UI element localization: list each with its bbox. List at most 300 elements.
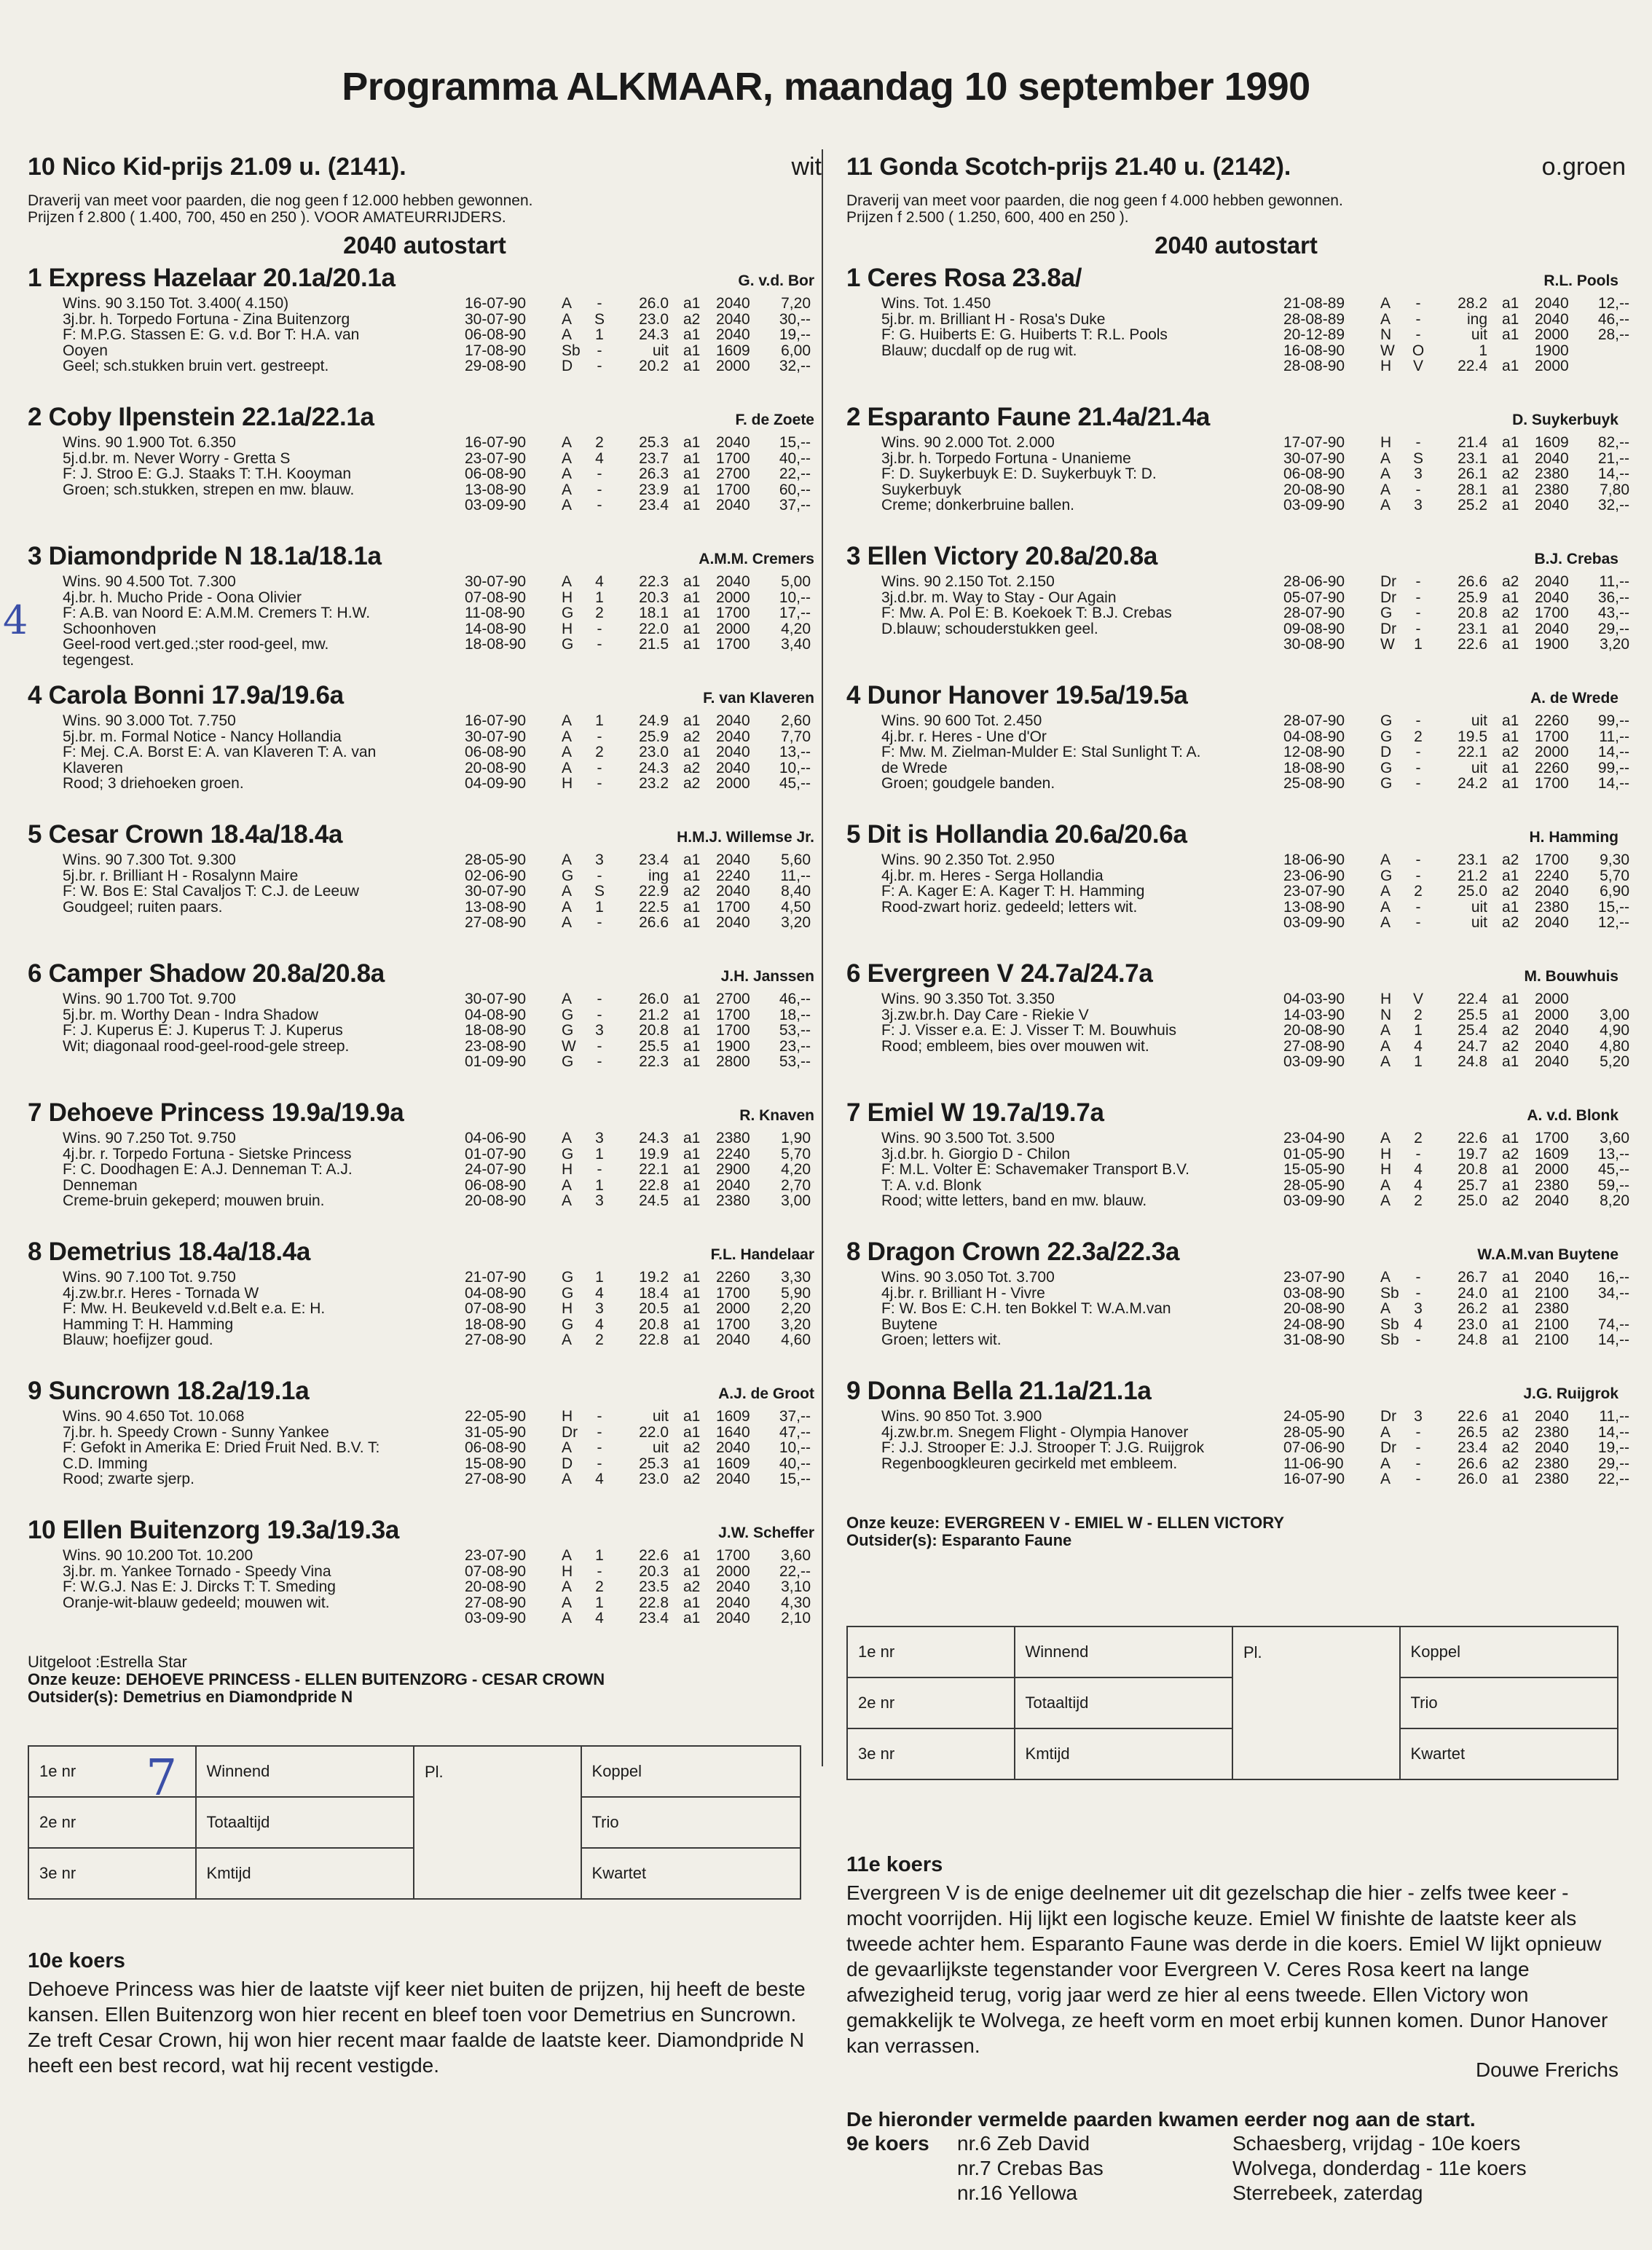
info-line: Groen; letters wit.: [881, 1331, 1002, 1348]
result-time: 20.3: [639, 589, 669, 606]
result-time: 24.8: [1458, 1331, 1487, 1348]
info-line: Rood; 3 driehoeken groen.: [63, 775, 244, 792]
result-place: -: [597, 636, 602, 653]
horse-info: [63, 1548, 481, 1610]
grid-cell: Totaaltijd: [1015, 1677, 1232, 1728]
result-distance: 1700: [716, 1284, 750, 1302]
result-row: [1283, 312, 1633, 328]
result-place: -: [1415, 1145, 1421, 1163]
result-place: -: [1415, 1439, 1421, 1456]
horse-details: [28, 1409, 822, 1487]
result-prize: 13,--: [1597, 1145, 1629, 1163]
result-track: Sb: [562, 342, 581, 359]
result-place: -: [597, 295, 602, 312]
result-place: -: [597, 759, 602, 776]
result-date: 11-08-90: [465, 605, 525, 621]
race-start-type: 2040 autostart: [1155, 232, 1318, 259]
result-place: V: [1412, 358, 1423, 374]
result-distance: 2000: [1535, 326, 1569, 343]
horse-details: [28, 1130, 822, 1209]
info-line: F: W. Bos E: C.H. ten Bokkel T: W.A.M.van: [881, 1300, 1171, 1317]
result-place: V: [1412, 991, 1423, 1007]
horse-details: [846, 991, 1629, 1070]
result-track: Dr: [1380, 573, 1397, 590]
result-distance: 1609: [716, 1455, 750, 1472]
info-line: Creme-bruin gekeperd; mouwen bruin.: [63, 1192, 325, 1209]
result-time: 26.0: [639, 991, 669, 1007]
horse-trainer: H. Hamming: [1529, 829, 1618, 846]
result-date: 20-08-90: [465, 1578, 527, 1595]
result-date: 12-08-90: [1283, 744, 1345, 760]
info-line: Buytene: [881, 1315, 938, 1333]
result-prize: 19,--: [779, 326, 811, 343]
result-time: 26.6: [639, 914, 669, 931]
info-line: 5j.br. m. Formal Notice - Nancy Hollandia: [63, 728, 342, 745]
result-time: 26.6: [1458, 1455, 1487, 1472]
horse-entry: [28, 1098, 822, 1238]
result-row: [465, 296, 814, 312]
grid-cell: [1232, 1677, 1400, 1728]
result-distance: 2240: [1535, 867, 1569, 884]
result-time: 22.6: [1458, 1130, 1487, 1146]
result-place: 3: [1414, 465, 1423, 482]
result-row: [465, 343, 814, 359]
result-start: a1: [683, 573, 701, 590]
earlier-row: [846, 2156, 1618, 2181]
result-time: 18.1: [639, 605, 669, 621]
result-time: 24.3: [639, 326, 669, 343]
result-date: 14-03-90: [1283, 1006, 1345, 1023]
result-start: a1: [683, 851, 701, 868]
result-time: 26.0: [1458, 1471, 1487, 1487]
result-distance: 2100: [1535, 1315, 1569, 1333]
result-distance: 2040: [1535, 310, 1569, 328]
result-track: A: [1380, 851, 1391, 868]
info-line: F: Mej. C.A. Borst E: A. van Klaveren T: A. van: [63, 744, 377, 760]
result-prize: 23,--: [779, 1037, 811, 1055]
race-conditions: Draverij van meet voor paarden, die nog geen f 12.000 hebben gewonnen.: [28, 192, 533, 209]
result-prize: 28,--: [1597, 326, 1629, 343]
result-track: A: [562, 573, 573, 590]
result-date: 28-05-90: [465, 851, 527, 868]
horse-details: [846, 573, 1629, 653]
info-line: T: A. v.d. Blonk: [881, 1176, 982, 1194]
horse-header: [846, 264, 1626, 296]
horse-header: [846, 542, 1626, 574]
race-header: [846, 153, 1626, 185]
info-line: F: W. Bos E: Stal Cavaljos T: C.J. de Leeuw: [63, 883, 359, 900]
result-row: [465, 482, 814, 498]
result-time: 22.6: [1458, 1408, 1487, 1425]
page-title: Programma ALKMAAR, maandag 10 september 1990: [342, 65, 1310, 109]
our-choice: Onze keuze: EVERGREEN V - EMIEL W - ELLEN VICTORY: [846, 1514, 1285, 1532]
horse-header: [28, 681, 822, 713]
result-date: 28-07-90: [1283, 712, 1345, 729]
result-start: a1: [1502, 759, 1519, 776]
result-start: a1: [683, 1423, 701, 1441]
result-place: -: [1415, 1269, 1421, 1286]
info-line: 5j.d.br. m. Never Worry - Gretta S: [63, 449, 291, 467]
result-place: -: [597, 481, 602, 498]
result-time: 25.5: [1458, 1006, 1487, 1023]
result-start: a1: [683, 1408, 701, 1425]
outsiders: Outsider(s): Demetrius en Diamondpride N: [28, 1688, 353, 1706]
our-choice: Onze keuze: DEHOEVE PRINCESS - ELLEN BUITENZORG - CESAR CROWN: [28, 1670, 605, 1688]
info-line: Groen; sch.stukken, strepen en mw. blauw.: [63, 481, 355, 498]
result-start: a1: [1502, 1284, 1519, 1302]
result-track: A: [1380, 1053, 1391, 1070]
result-prize: 37,--: [779, 497, 811, 514]
result-track: A: [1380, 1037, 1391, 1055]
result-start: a1: [683, 1594, 701, 1611]
result-distance: 2000: [1535, 1161, 1569, 1178]
earlier-where: Wolvega, donderdag - 11e koers: [1232, 2157, 1527, 2179]
result-track: H: [1380, 358, 1392, 374]
result-place: -: [1415, 434, 1421, 451]
result-time: 18.4: [639, 1284, 669, 1302]
result-start: a2: [1502, 744, 1519, 760]
result-track: W: [1380, 636, 1395, 653]
horse-trainer: A. v.d. Blonk: [1527, 1107, 1618, 1124]
horse-trainer: H.M.J. Willemse Jr.: [677, 829, 814, 846]
result-row: [465, 1317, 814, 1333]
info-line: F: A. Kager E: A. Kager T: H. Hamming: [881, 883, 1145, 900]
result-track: A: [562, 449, 573, 467]
result-time: 23.0: [639, 310, 669, 328]
result-prize: 2,10: [781, 1610, 811, 1626]
result-row: [465, 1595, 814, 1611]
result-start: a1: [683, 1610, 701, 1626]
earlier-race: 9e koers: [846, 2132, 929, 2155]
horse-name: 6 Camper Shadow 20.8a/20.8a: [28, 959, 385, 988]
result-row: [465, 1471, 814, 1487]
grid-cell: Kwartet: [1400, 1728, 1618, 1779]
grid-cell: 2e nr: [847, 1677, 1015, 1728]
result-row: [465, 776, 814, 792]
result-track: G: [562, 1022, 574, 1039]
result-time: 21.2: [639, 1006, 669, 1023]
result-distance: 1700: [716, 898, 750, 916]
result-time: ing: [648, 867, 669, 884]
result-date: 23-07-90: [465, 1547, 527, 1564]
result-time: 23.7: [639, 449, 669, 467]
result-time: 28.2: [1458, 295, 1487, 312]
result-track: Sb: [1380, 1284, 1399, 1302]
info-line: Wins. 90 7.100 Tot. 9.750: [63, 1269, 236, 1286]
race-header: [28, 153, 822, 185]
result-date: 06-08-90: [1283, 465, 1345, 482]
result-row: [465, 900, 814, 916]
result-distance: 1700: [716, 1315, 750, 1333]
grid-cell: Totaaltijd: [196, 1797, 414, 1848]
result-time: 20.8: [1458, 605, 1487, 621]
result-distance: 2040: [1535, 1192, 1569, 1209]
result-place: 3: [595, 1022, 604, 1039]
result-start: a1: [683, 605, 701, 621]
horse-header: [28, 820, 822, 852]
horse-details: [28, 296, 822, 374]
horse-info: [63, 991, 481, 1054]
horse-name: 4 Dunor Hanover 19.5a/19.5a: [846, 681, 1188, 709]
result-track: A: [1380, 449, 1391, 467]
result-time: 19.5: [1458, 728, 1487, 745]
recent-results: [465, 1270, 814, 1348]
result-place: -: [597, 497, 602, 514]
result-prize: 3,60: [781, 1547, 811, 1564]
result-date: 18-08-90: [465, 1022, 527, 1039]
result-distance: 2000: [716, 358, 750, 374]
horse-entry: [28, 681, 822, 820]
result-place: 1: [595, 1269, 604, 1286]
result-date: 02-06-90: [465, 867, 527, 884]
result-place: 3: [1414, 1300, 1423, 1317]
result-row: [1283, 1301, 1633, 1317]
result-track: A: [562, 1192, 573, 1209]
horse-details: [846, 434, 1629, 514]
result-distance: 2100: [1535, 1331, 1569, 1348]
result-distance: 1700: [716, 1006, 750, 1023]
result-track: A: [562, 434, 573, 451]
result-start: a1: [1502, 481, 1519, 498]
result-start: a2: [1502, 914, 1519, 931]
info-line: 5j.br. m. Brilliant H - Rosa's Duke: [881, 310, 1106, 328]
result-distance: 2040: [1535, 589, 1569, 606]
result-date: 01-07-90: [465, 1145, 527, 1163]
result-track: G: [1380, 728, 1393, 745]
horse-info: [63, 435, 481, 497]
result-date: 24-07-90: [465, 1161, 527, 1178]
result-row: [465, 1193, 814, 1209]
result-distance: 2040: [716, 326, 750, 343]
result-time: 23.2: [639, 775, 669, 792]
horse-trainer: J.H. Janssen: [720, 968, 814, 985]
result-prize: 7,70: [781, 728, 811, 745]
info-line: F: C. Doodhagen E: A.J. Denneman T: A.J.: [63, 1161, 353, 1178]
horse-header: [846, 820, 1626, 852]
result-start: a1: [683, 1130, 701, 1146]
result-track: N: [1380, 1006, 1392, 1023]
result-start: a2: [683, 1439, 701, 1456]
result-time: 22.8: [639, 1594, 669, 1611]
result-place: -: [597, 914, 602, 931]
result-start: a1: [1502, 620, 1519, 637]
result-distance: 2040: [716, 1610, 750, 1626]
result-prize: 5,70: [781, 1145, 811, 1163]
result-time: 26.3: [639, 465, 669, 482]
result-track: A: [1380, 883, 1391, 900]
result-date: 28-05-90: [1283, 1423, 1345, 1441]
result-distance: 1700: [716, 1022, 750, 1039]
horse-entry: [846, 264, 1629, 403]
result-distance: 2000: [1535, 991, 1569, 1007]
result-time: 24.8: [1458, 1053, 1487, 1070]
result-distance: 1700: [716, 481, 750, 498]
result-time: 22.1: [639, 1161, 669, 1178]
result-prize: 10,--: [779, 1439, 811, 1456]
race-color: o.groen: [1541, 153, 1626, 181]
result-distance: 2040: [1535, 883, 1569, 900]
result-date: 16-07-90: [465, 712, 527, 729]
result-row: [465, 1332, 814, 1348]
result-distance: 2380: [1535, 481, 1569, 498]
result-date: 18-08-90: [1283, 759, 1345, 776]
result-place: -: [1415, 481, 1421, 498]
result-track: A: [562, 1130, 573, 1146]
result-track: G: [562, 1315, 574, 1333]
result-prize: 14,--: [1597, 465, 1629, 482]
result-start: a2: [1502, 465, 1519, 482]
result-time: 20.3: [639, 1562, 669, 1580]
result-place: -: [1415, 326, 1421, 343]
result-time: 19.7: [1458, 1145, 1487, 1163]
result-start: a1: [1502, 1408, 1519, 1425]
result-prize: 22,--: [1597, 1471, 1629, 1487]
result-start: a1: [683, 1145, 701, 1163]
horse-trainer: J.G. Ruijgrok: [1523, 1385, 1618, 1402]
grid-cell: 1e nr: [28, 1746, 196, 1797]
result-time: 23.4: [639, 851, 669, 868]
result-prize: 5,70: [1600, 867, 1629, 884]
result-date: 03-09-90: [1283, 914, 1345, 931]
earlier-starts-title: De hieronder vermelde paarden kwamen eerder nog aan de start.: [846, 2108, 1476, 2131]
result-track: H: [562, 589, 573, 606]
result-track: A: [1380, 1176, 1391, 1194]
result-track: A: [562, 1331, 573, 1348]
result-prize: 46,--: [1597, 310, 1629, 328]
result-date: 06-08-90: [465, 744, 527, 760]
result-track: W: [562, 1037, 576, 1055]
race-11-column: [846, 153, 1629, 1549]
result-track: Dr: [1380, 1408, 1397, 1425]
result-time: 21.4: [1458, 434, 1487, 451]
result-start: a1: [683, 358, 701, 374]
result-prize: 29,--: [1597, 620, 1629, 637]
result-place: 1: [595, 1594, 604, 1611]
result-distance: 1900: [716, 1037, 750, 1055]
result-track: H: [1380, 434, 1392, 451]
result-date: 11-06-90: [1283, 1455, 1344, 1472]
result-row: [465, 590, 814, 606]
result-date: 15-05-90: [1283, 1161, 1345, 1178]
result-date: 06-08-90: [465, 1176, 527, 1194]
horse-header: [846, 403, 1626, 435]
recent-results: [1283, 1409, 1633, 1487]
result-prize: 2,20: [781, 1300, 811, 1317]
recent-results: [465, 435, 814, 514]
result-track: A: [562, 1547, 573, 1564]
result-track: A: [562, 1594, 573, 1611]
result-start: a1: [683, 867, 701, 884]
info-line: 4j.br. r. Brilliant H - Vivre: [881, 1284, 1045, 1302]
result-distance: 2700: [716, 991, 750, 1007]
result-prize: 2,60: [781, 712, 811, 729]
result-track: A: [1380, 1130, 1391, 1146]
result-time: 25.7: [1458, 1176, 1487, 1194]
result-prize: 15,--: [779, 1471, 811, 1487]
result-time: 22.4: [1458, 358, 1487, 374]
recent-results: [1283, 713, 1633, 792]
result-date: 16-08-90: [1283, 342, 1345, 359]
result-track: Dr: [1380, 620, 1397, 637]
info-line: 4j.br. h. Mucho Pride - Oona Olivier: [63, 589, 302, 606]
result-row: [465, 1146, 814, 1163]
result-distance: 2040: [716, 573, 750, 590]
result-place: 4: [1414, 1037, 1423, 1055]
result-prize: 45,--: [1597, 1161, 1629, 1178]
result-date: 07-08-90: [465, 1300, 527, 1317]
horse-trainer: A.M.M. Cremers: [699, 551, 814, 567]
result-prize: 5,60: [781, 851, 811, 868]
result-time: 26.7: [1458, 1269, 1487, 1286]
horse-info: [881, 435, 1300, 514]
result-row: [465, 868, 814, 884]
result-time: 19.2: [639, 1269, 669, 1286]
result-row: [1283, 900, 1633, 916]
race-prizes: Prijzen f 2.500 ( 1.250, 600, 400 en 250 ).: [846, 209, 1129, 226]
result-distance: 1700: [1535, 728, 1569, 745]
info-line: Wins. 90 1.900 Tot. 6.350: [63, 434, 236, 451]
result-time: 24.7: [1458, 1037, 1487, 1055]
result-row: [465, 744, 814, 760]
result-place: -: [1415, 1455, 1421, 1472]
result-place: -: [1415, 775, 1421, 792]
result-row: [1283, 1425, 1633, 1441]
horse-info: [881, 713, 1300, 792]
result-row: [1283, 590, 1633, 606]
horse-name: 1 Ceres Rosa 23.8a/: [846, 264, 1082, 292]
result-start: a2: [1502, 1423, 1519, 1441]
info-line: Creme; donkerbruine ballen.: [881, 497, 1074, 514]
recent-results: [465, 713, 814, 792]
info-line: F: J. Kuperus E: J. Kuperus T: J. Kuperus: [63, 1022, 343, 1039]
result-prize: 53,--: [779, 1022, 811, 1039]
info-line: 3j.d.br. m. Way to Stay - Our Again: [881, 589, 1117, 606]
result-row: [1283, 1130, 1633, 1146]
commentary-author: Douwe Frerichs: [1475, 2058, 1618, 2081]
result-prize: 13,--: [779, 744, 811, 760]
result-start: a1: [1502, 1176, 1519, 1194]
result-start: a2: [1502, 1022, 1519, 1039]
result-time: 23.4: [639, 1610, 669, 1626]
result-row: [1283, 1007, 1633, 1023]
result-place: 2: [595, 744, 604, 760]
result-time: 21.2: [1458, 867, 1487, 884]
grid-row: [28, 1746, 801, 1797]
result-distance: 2260: [1535, 759, 1569, 776]
result-distance: 2700: [716, 465, 750, 482]
grid-cell: 3e nr: [847, 1728, 1015, 1779]
result-distance: 2900: [716, 1161, 750, 1178]
info-line: 4j.br. m. Heres - Serga Hollandia: [881, 867, 1104, 884]
result-distance: 2040: [1535, 620, 1569, 637]
result-place: 3: [595, 1130, 604, 1146]
result-start: a2: [1502, 1192, 1519, 1209]
info-line: C.D. Imming: [63, 1455, 148, 1472]
result-start: a1: [1502, 295, 1519, 312]
result-time: 22.6: [1458, 636, 1487, 653]
horse-name: 7 Emiel W 19.7a/19.7a: [846, 1098, 1104, 1127]
result-track: H: [562, 620, 573, 637]
result-distance: 2040: [716, 434, 750, 451]
result-track: A: [1380, 310, 1391, 328]
result-prize: 5,90: [781, 1284, 811, 1302]
result-place: 4: [595, 449, 604, 467]
result-time: 22.8: [639, 1331, 669, 1348]
info-line: Wins. 90 7.250 Tot. 9.750: [63, 1130, 236, 1146]
result-start: a2: [1502, 883, 1519, 900]
info-line: Goudgeel; ruiten paars.: [63, 898, 223, 916]
result-start: a1: [1502, 1471, 1519, 1487]
